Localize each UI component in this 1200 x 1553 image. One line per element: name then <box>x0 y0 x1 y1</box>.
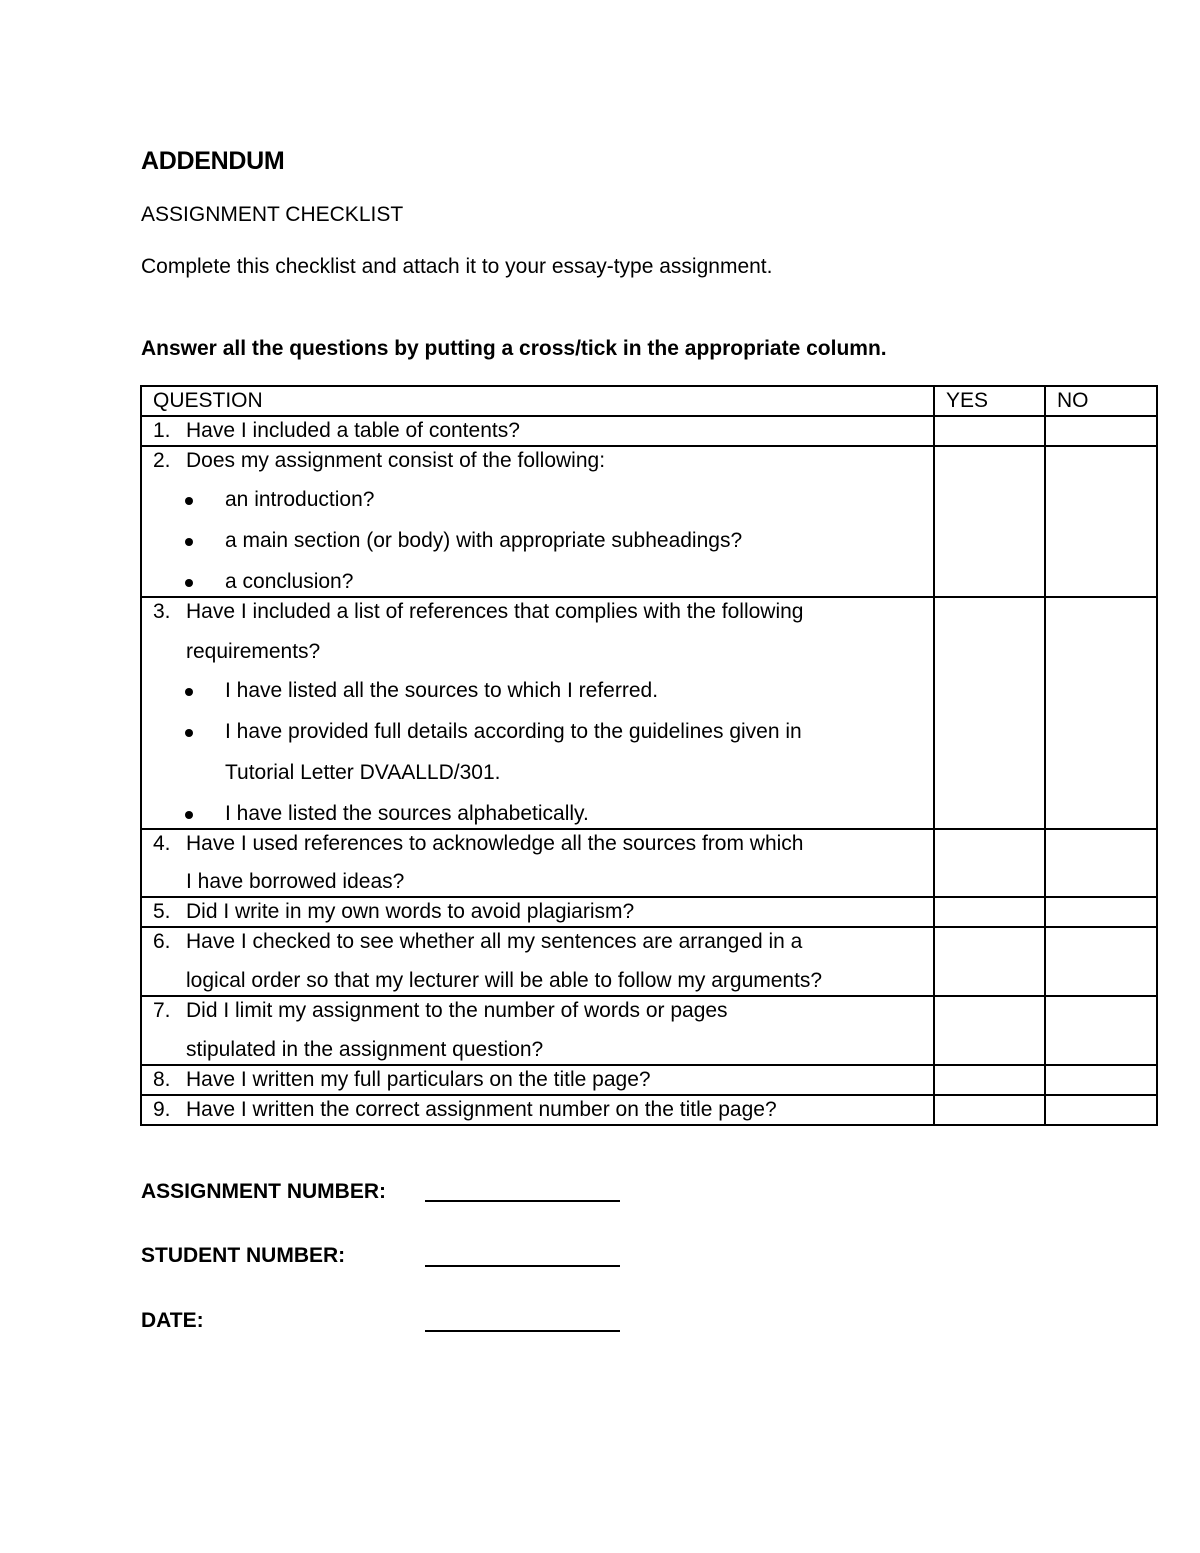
question-text: Did I write in my own words to avoid plagiarism? <box>186 900 635 923</box>
bullet-icon <box>142 718 225 746</box>
question-cell <box>141 446 934 597</box>
question-number: 6. <box>153 930 171 953</box>
bullet-text-continued: Tutorial Letter DVAALLD/301. <box>225 761 501 784</box>
list-item: a conclusion? <box>142 568 933 596</box>
list-item: I have listed the sources alphabetically. <box>142 800 933 828</box>
question-text-continued: logical order so that my lecturer will be able to follow my arguments? <box>186 969 823 992</box>
question-text: Have I included a list of references that complies with the following <box>186 600 804 623</box>
question-cell <box>141 1095 934 1125</box>
assignment-number-label: ASSIGNMENT NUMBER: <box>141 1180 386 1203</box>
question-number: 1. <box>153 419 171 442</box>
question-text: Does my assignment consist of the following: <box>186 449 606 472</box>
yes-cell[interactable] <box>934 927 1045 996</box>
yes-cell[interactable] <box>934 446 1045 597</box>
question-text-continued: I have borrowed ideas? <box>186 870 405 893</box>
question-cell <box>141 996 934 1065</box>
question-number: 4. <box>153 832 171 855</box>
question-number: 2. <box>153 449 171 472</box>
yes-cell[interactable] <box>934 1095 1045 1125</box>
intro-text: Complete this checklist and attach it to your essay-type assignment. <box>141 255 773 278</box>
question-text: Have I checked to see whether all my sentences are arranged in a <box>186 930 803 953</box>
question-text: Did I limit my assignment to the number of words or pages <box>186 999 728 1022</box>
table-row <box>141 829 1157 897</box>
header-no: NO <box>1045 386 1157 416</box>
header-yes: YES <box>934 386 1045 416</box>
question-text: Have I written my full particulars on the title page? <box>186 1068 651 1091</box>
question-cell <box>141 897 934 927</box>
yes-cell[interactable] <box>934 829 1045 897</box>
question-text-continued: requirements? <box>186 640 321 663</box>
bullet-list <box>142 800 933 828</box>
no-cell[interactable] <box>1045 416 1157 446</box>
table-row <box>141 1095 1157 1125</box>
bullet-list <box>142 677 933 746</box>
question-text: Have I used references to acknowledge all the sources from which <box>186 832 804 855</box>
question-cell <box>141 829 934 897</box>
student-number-label: STUDENT NUMBER: <box>141 1244 346 1267</box>
question-number: 3. <box>153 600 171 623</box>
assignment-number-line[interactable] <box>425 1200 620 1202</box>
yes-cell[interactable] <box>934 897 1045 927</box>
checklist-heading: ASSIGNMENT CHECKLIST <box>141 203 404 226</box>
question-number: 9. <box>153 1098 171 1121</box>
list-item: an introduction? <box>142 486 933 514</box>
question-cell <box>141 597 934 829</box>
question-number: 8. <box>153 1068 171 1091</box>
no-cell[interactable] <box>1045 927 1157 996</box>
no-cell[interactable] <box>1045 1065 1157 1095</box>
table-row <box>141 597 1157 829</box>
bullet-icon <box>142 800 225 828</box>
header-question: QUESTION <box>141 386 934 416</box>
table-row <box>141 927 1157 996</box>
page-title: ADDENDUM <box>141 147 285 175</box>
no-cell[interactable] <box>1045 597 1157 829</box>
table-row <box>141 446 1157 597</box>
checklist-table <box>140 385 1158 1126</box>
no-cell[interactable] <box>1045 446 1157 597</box>
list-item: a main section (or body) with appropriate subheadings? <box>142 527 933 555</box>
bullet-icon <box>142 527 225 555</box>
instruction-text: Answer all the questions by putting a cross/tick in the appropriate column. <box>141 337 887 360</box>
question-text: Have I included a table of contents? <box>186 419 520 442</box>
table-row <box>141 1065 1157 1095</box>
list-item: I have provided full details according to the guidelines given in <box>142 718 933 746</box>
question-cell <box>141 927 934 996</box>
student-number-line[interactable] <box>425 1265 620 1267</box>
table-row <box>141 416 1157 446</box>
table-row <box>141 996 1157 1065</box>
no-cell[interactable] <box>1045 1095 1157 1125</box>
date-label: DATE: <box>141 1309 204 1332</box>
bullet-icon <box>142 677 225 705</box>
date-line[interactable] <box>425 1330 620 1332</box>
question-cell <box>141 416 934 446</box>
list-item: I have listed all the sources to which I referred. <box>142 677 933 705</box>
bullet-icon <box>142 486 225 514</box>
bullet-icon <box>142 568 225 596</box>
yes-cell[interactable] <box>934 597 1045 829</box>
question-text: Have I written the correct assignment number on the title page? <box>186 1098 777 1121</box>
question-text-continued: stipulated in the assignment question? <box>186 1038 544 1061</box>
no-cell[interactable] <box>1045 996 1157 1065</box>
yes-cell[interactable] <box>934 996 1045 1065</box>
question-cell <box>141 1065 934 1095</box>
no-cell[interactable] <box>1045 829 1157 897</box>
table-row <box>141 897 1157 927</box>
yes-cell[interactable] <box>934 416 1045 446</box>
question-number: 5. <box>153 900 171 923</box>
no-cell[interactable] <box>1045 897 1157 927</box>
question-number: 7. <box>153 999 171 1022</box>
table-header-row <box>141 386 1157 416</box>
bullet-list <box>142 486 933 596</box>
yes-cell[interactable] <box>934 1065 1045 1095</box>
